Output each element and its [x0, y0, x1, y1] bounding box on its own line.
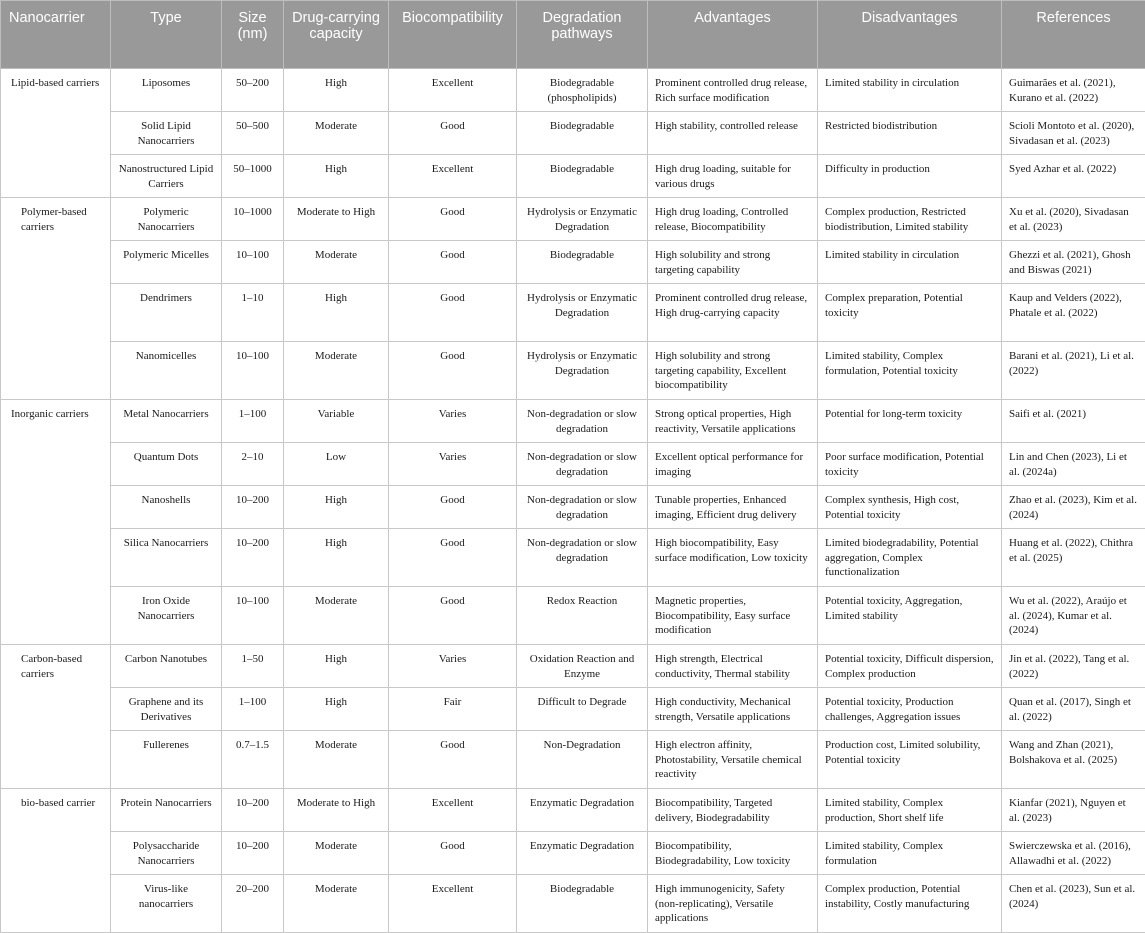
type-cell: Fullerenes [111, 731, 222, 789]
size-cell: 1–100 [222, 400, 284, 443]
biocompatibility-cell: Varies [389, 400, 517, 443]
capacity-cell: Moderate [284, 587, 389, 645]
capacity-cell: Moderate [284, 342, 389, 400]
table-row [1, 342, 1145, 400]
references-cell: Wu et al. (2022), Araújo et al. (2024), Kumar et al. (2024) [1002, 587, 1145, 645]
column-header-size: Size (nm) [222, 1, 284, 69]
degradation-cell: Enzymatic Degradation [517, 832, 648, 875]
advantages-cell: High solubility and strong targeting capability [648, 241, 818, 284]
advantages-cell: High strength, Electrical conductivity, Thermal stability [648, 645, 818, 688]
advantages-cell: Magnetic properties, Biocompatibility, Easy surface modification [648, 587, 818, 645]
biocompatibility-cell: Good [389, 587, 517, 645]
degradation-cell: Biodegradable [517, 112, 648, 155]
type-cell: Virus-like nanocarriers [111, 875, 222, 933]
table-row [1, 688, 1145, 731]
size-cell: 50–1000 [222, 155, 284, 198]
size-cell: 10–200 [222, 486, 284, 529]
type-cell: Polymeric Nanocarriers [111, 198, 222, 241]
column-header-degradation-pathways: Degradation pathways [517, 1, 648, 69]
table-row [1, 486, 1145, 529]
size-cell: 50–200 [222, 69, 284, 112]
column-header-advantages: Advantages [648, 1, 818, 69]
references-cell: Huang et al. (2022), Chithra et al. (2025) [1002, 529, 1145, 587]
references-cell: Xu et al. (2020), Sivadasan et al. (2023) [1002, 198, 1145, 241]
biocompatibility-cell: Varies [389, 443, 517, 486]
table-body [1, 69, 1145, 933]
advantages-cell: High drug loading, suitable for various drugs [648, 155, 818, 198]
capacity-cell: High [284, 69, 389, 112]
size-cell: 2–10 [222, 443, 284, 486]
degradation-cell: Non-degradation or slow degradation [517, 529, 648, 587]
disadvantages-cell: Complex preparation, Potential toxicity [818, 284, 1002, 342]
category-cell: Lipid-based carriers [1, 69, 111, 198]
biocompatibility-cell: Fair [389, 688, 517, 731]
biocompatibility-cell: Good [389, 284, 517, 342]
column-header-nanocarrier: Nanocarrier [1, 1, 111, 69]
capacity-cell: High [284, 486, 389, 529]
capacity-cell: High [284, 688, 389, 731]
biocompatibility-cell: Good [389, 486, 517, 529]
capacity-cell: Low [284, 443, 389, 486]
degradation-cell: Hydrolysis or Enzymatic Degradation [517, 198, 648, 241]
references-cell: Syed Azhar et al. (2022) [1002, 155, 1145, 198]
type-cell: Nanoshells [111, 486, 222, 529]
capacity-cell: Moderate [284, 875, 389, 933]
capacity-cell: High [284, 529, 389, 587]
advantages-cell: Excellent optical performance for imaging [648, 443, 818, 486]
type-cell: Iron Oxide Nanocarriers [111, 587, 222, 645]
size-cell: 10–100 [222, 587, 284, 645]
category-cell: Carbon-based carriers [1, 645, 111, 789]
references-cell: Wang and Zhan (2021), Bolshakova et al. (2025) [1002, 731, 1145, 789]
degradation-cell: Hydrolysis or Enzymatic Degradation [517, 342, 648, 400]
advantages-cell: High biocompatibility, Easy surface modification, Low toxicity [648, 529, 818, 587]
size-cell: 10–100 [222, 342, 284, 400]
type-cell: Quantum Dots [111, 443, 222, 486]
references-cell: Kianfar (2021), Nguyen et al. (2023) [1002, 789, 1145, 832]
table-row [1, 529, 1145, 587]
degradation-cell: Redox Reaction [517, 587, 648, 645]
references-cell: Swierczewska et al. (2016), Allawadhi et al. (2022) [1002, 832, 1145, 875]
type-cell: Solid Lipid Nanocarriers [111, 112, 222, 155]
capacity-cell: Variable [284, 400, 389, 443]
disadvantages-cell: Limited stability, Complex production, Short shelf life [818, 789, 1002, 832]
capacity-cell: High [284, 645, 389, 688]
category-cell: bio-based carrier [1, 789, 111, 933]
table-header-row [1, 1, 1145, 69]
advantages-cell: High drug loading, Controlled release, Biocompatibility [648, 198, 818, 241]
references-cell: Quan et al. (2017), Singh et al. (2022) [1002, 688, 1145, 731]
degradation-cell: Biodegradable [517, 875, 648, 933]
table-row [1, 284, 1145, 342]
biocompatibility-cell: Good [389, 832, 517, 875]
advantages-cell: High immunogenicity, Safety (non-replicating), Versatile applications [648, 875, 818, 933]
degradation-cell: Non-degradation or slow degradation [517, 400, 648, 443]
column-header-drug-carrying-capacity: Drug-carrying capacity [284, 1, 389, 69]
disadvantages-cell: Potential toxicity, Difficult dispersion, Complex production [818, 645, 1002, 688]
biocompatibility-cell: Varies [389, 645, 517, 688]
column-header-disadvantages: Disadvantages [818, 1, 1002, 69]
biocompatibility-cell: Good [389, 529, 517, 587]
capacity-cell: High [284, 284, 389, 342]
type-cell: Polymeric Micelles [111, 241, 222, 284]
capacity-cell: High [284, 155, 389, 198]
capacity-cell: Moderate [284, 832, 389, 875]
type-cell: Carbon Nanotubes [111, 645, 222, 688]
biocompatibility-cell: Excellent [389, 155, 517, 198]
table-row [1, 832, 1145, 875]
biocompatibility-cell: Excellent [389, 875, 517, 933]
type-cell: Silica Nanocarriers [111, 529, 222, 587]
type-cell: Graphene and its Derivatives [111, 688, 222, 731]
advantages-cell: Biocompatibility, Targeted delivery, Biodegradability [648, 789, 818, 832]
advantages-cell: Prominent controlled drug release, Rich surface modification [648, 69, 818, 112]
disadvantages-cell: Complex production, Potential instability, Costly manufacturing [818, 875, 1002, 933]
degradation-cell: Non-Degradation [517, 731, 648, 789]
table-row [1, 731, 1145, 789]
degradation-cell: Biodegradable [517, 155, 648, 198]
degradation-cell: Hydrolysis or Enzymatic Degradation [517, 284, 648, 342]
disadvantages-cell: Potential for long-term toxicity [818, 400, 1002, 443]
advantages-cell: Prominent controlled drug release, High drug-carrying capacity [648, 284, 818, 342]
table-row [1, 155, 1145, 198]
biocompatibility-cell: Good [389, 342, 517, 400]
size-cell: 0.7–1.5 [222, 731, 284, 789]
disadvantages-cell: Limited stability in circulation [818, 69, 1002, 112]
table-row [1, 241, 1145, 284]
biocompatibility-cell: Good [389, 112, 517, 155]
advantages-cell: Biocompatibility, Biodegradability, Low toxicity [648, 832, 818, 875]
type-cell: Dendrimers [111, 284, 222, 342]
table-row [1, 587, 1145, 645]
degradation-cell: Non-degradation or slow degradation [517, 443, 648, 486]
type-cell: Polysaccharide Nanocarriers [111, 832, 222, 875]
advantages-cell: Strong optical properties, High reactivity, Versatile applications [648, 400, 818, 443]
biocompatibility-cell: Good [389, 241, 517, 284]
capacity-cell: Moderate [284, 241, 389, 284]
degradation-cell: Difficult to Degrade [517, 688, 648, 731]
category-cell: Inorganic carriers [1, 400, 111, 645]
table-row [1, 875, 1145, 933]
disadvantages-cell: Complex production, Restricted biodistribution, Limited stability [818, 198, 1002, 241]
type-cell: Nanostructured Lipid Carriers [111, 155, 222, 198]
table-row [1, 69, 1145, 112]
type-cell: Protein Nanocarriers [111, 789, 222, 832]
advantages-cell: High stability, controlled release [648, 112, 818, 155]
disadvantages-cell: Potential toxicity, Aggregation, Limited stability [818, 587, 1002, 645]
capacity-cell: Moderate to High [284, 198, 389, 241]
size-cell: 1–10 [222, 284, 284, 342]
size-cell: 10–100 [222, 241, 284, 284]
references-cell: Saifi et al. (2021) [1002, 400, 1145, 443]
disadvantages-cell: Poor surface modification, Potential toxicity [818, 443, 1002, 486]
category-cell: Polymer-based carriers [1, 198, 111, 400]
table-row [1, 789, 1145, 832]
disadvantages-cell: Limited biodegradability, Potential aggregation, Complex functionalization [818, 529, 1002, 587]
references-cell: Scioli Montoto et al. (2020), Sivadasan et al. (2023) [1002, 112, 1145, 155]
table-row [1, 400, 1145, 443]
size-cell: 10–200 [222, 789, 284, 832]
degradation-cell: Enzymatic Degradation [517, 789, 648, 832]
table-row [1, 645, 1145, 688]
table-row [1, 443, 1145, 486]
advantages-cell: High electron affinity, Photostability, Versatile chemical reactivity [648, 731, 818, 789]
advantages-cell: High conductivity, Mechanical strength, Versatile applications [648, 688, 818, 731]
references-cell: Kaup and Velders (2022), Phatale et al. (2022) [1002, 284, 1145, 342]
type-cell: Metal Nanocarriers [111, 400, 222, 443]
references-cell: Ghezzi et al. (2021), Ghosh and Biswas (2021) [1002, 241, 1145, 284]
size-cell: 10–1000 [222, 198, 284, 241]
disadvantages-cell: Restricted biodistribution [818, 112, 1002, 155]
disadvantages-cell: Limited stability, Complex formulation, Potential toxicity [818, 342, 1002, 400]
references-cell: Barani et al. (2021), Li et al. (2022) [1002, 342, 1145, 400]
column-header-references: References [1002, 1, 1145, 69]
type-cell: Nanomicelles [111, 342, 222, 400]
advantages-cell: High solubility and strong targeting capability, Excellent biocompatibility [648, 342, 818, 400]
capacity-cell: Moderate [284, 112, 389, 155]
degradation-cell: Oxidation Reaction and Enzyme [517, 645, 648, 688]
size-cell: 10–200 [222, 529, 284, 587]
references-cell: Zhao et al. (2023), Kim et al. (2024) [1002, 486, 1145, 529]
disadvantages-cell: Complex synthesis, High cost, Potential toxicity [818, 486, 1002, 529]
references-cell: Jin et al. (2022), Tang et al. (2022) [1002, 645, 1145, 688]
size-cell: 50–500 [222, 112, 284, 155]
column-header-type: Type [111, 1, 222, 69]
advantages-cell: Tunable properties, Enhanced imaging, Efficient drug delivery [648, 486, 818, 529]
size-cell: 20–200 [222, 875, 284, 933]
table-row [1, 198, 1145, 241]
disadvantages-cell: Difficulty in production [818, 155, 1002, 198]
size-cell: 1–50 [222, 645, 284, 688]
capacity-cell: Moderate [284, 731, 389, 789]
biocompatibility-cell: Excellent [389, 789, 517, 832]
degradation-cell: Biodegradable [517, 241, 648, 284]
biocompatibility-cell: Excellent [389, 69, 517, 112]
capacity-cell: Moderate to High [284, 789, 389, 832]
table-row [1, 112, 1145, 155]
disadvantages-cell: Limited stability in circulation [818, 241, 1002, 284]
degradation-cell: Biodegradable (phospholipids) [517, 69, 648, 112]
references-cell: Lin and Chen (2023), Li et al. (2024a) [1002, 443, 1145, 486]
size-cell: 10–200 [222, 832, 284, 875]
disadvantages-cell: Potential toxicity, Production challenges, Aggregation issues [818, 688, 1002, 731]
size-cell: 1–100 [222, 688, 284, 731]
biocompatibility-cell: Good [389, 198, 517, 241]
biocompatibility-cell: Good [389, 731, 517, 789]
type-cell: Liposomes [111, 69, 222, 112]
references-cell: Guimarães et al. (2021), Kurano et al. (2022) [1002, 69, 1145, 112]
disadvantages-cell: Limited stability, Complex formulation [818, 832, 1002, 875]
disadvantages-cell: Production cost, Limited solubility, Potential toxicity [818, 731, 1002, 789]
degradation-cell: Non-degradation or slow degradation [517, 486, 648, 529]
references-cell: Chen et al. (2023), Sun et al. (2024) [1002, 875, 1145, 933]
column-header-biocompatibility: Biocompatibility [389, 1, 517, 69]
